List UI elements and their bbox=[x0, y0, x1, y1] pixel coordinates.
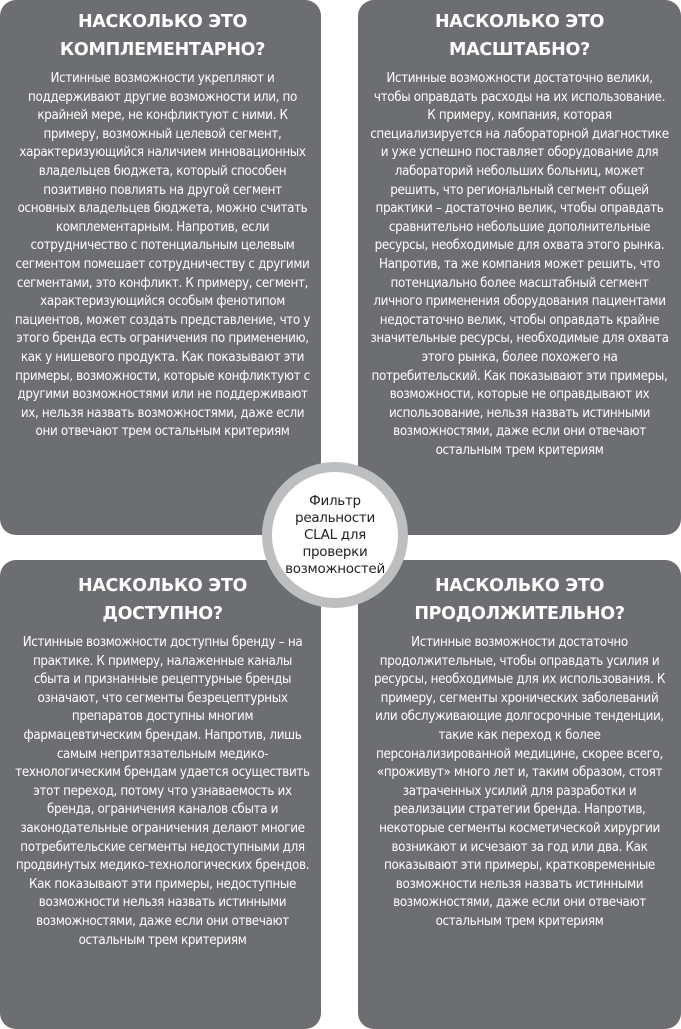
quadrant-title-complementary: НАСКОЛЬКО ЭТО КОМПЛЕМЕНТАРНО? bbox=[59, 12, 266, 60]
center-filter-label: Фильтр реальности CLAL для проверки возможностей bbox=[285, 492, 385, 577]
quadrant-accessible bbox=[0, 560, 321, 1029]
quadrant-text-scale: Истинные возможности достаточно велики, чтобы оправдать расходы на их использование. К примеру, компания, которая специализируется на лабораторной диагностике и уже успешно поставляет оборудование для лабораторий небольших больниц, может решить, что региональный сегмент общей практики – достаточно велик, чтобы оправдать сравнительно небольшие дополнительные ресурсы, необходимые для охвата этого рынка. Напротив, та же компания может решить, что потенциально более масштабный сегмент личного применения оборудования пациентами недостаточно велик, чтобы оправдать крайне значительные ресурсы, необходимые для охвата этого рынка, более похожего на потребительский. Как показывают эти примеры, возможности, которые не оправдывают их использование, нельзя назвать истинными возможностями, даже если они отвечают остальным трем критериям bbox=[370, 71, 669, 458]
quadrant-title-durable: НАСКОЛЬКО ЭТО ПРОДОЛЖИТЕЛЬНО? bbox=[414, 576, 625, 624]
quadrant-title-accessible: НАСКОЛЬКО ЭТО ДОСТУПНО? bbox=[77, 576, 248, 624]
center-filter-circle bbox=[262, 462, 408, 608]
quadrant-durable bbox=[358, 560, 681, 1029]
quadrant-complementary bbox=[0, 0, 321, 535]
quadrant-text-accessible: Истинные возможности доступны бренду – на практике. К примеру, налаженные каналы сбыта и признанные рецептурные бренды означают, что сегменты безрецептурных препаратов доступны многим фармацевтическим брендам. Напротив, лишь самым непритязательным медико-технологическим брендам удается осуществить этот переход, потому что узнаваемость их бренда, ограничения каналов сбыта и законодательные ограничения делают многие потребительские сегменты недоступными для продвинутых медико-технологических брендов. Как показывают эти примеры, недоступные возможности нельзя назвать истинными возможностями, даже если они отвечают остальным трем критериям bbox=[15, 635, 310, 948]
quadrant-text-durable: Истинные возможности достаточно продолжительные, чтобы оправдать усилия и ресурсы, необходимые для их использования. К примеру, сегменты хронических заболеваний или обслуживающие долгосрочные тенденции, такие как переход к более персонализированной медицине, скорее всего, «проживут» много лет и, таким образом, стоят затраченных усилий для разработки и реализации стратегии бренда. Напротив, некоторые сегменты косметической хирургии возникают и исчезают за год или два. Как показывают эти примеры, кратковременные возможности нельзя назвать истинными возможностями, даже если они отвечают остальным трем критериям bbox=[373, 635, 666, 929]
quadrant-title-scale: НАСКОЛЬКО ЭТО МАСШТАБНО? bbox=[434, 12, 605, 60]
quadrant-scale bbox=[358, 0, 681, 535]
quadrant-text-complementary: Истинные возможности укрепляют и поддерживают другие возможности или, по крайней мере, не конфликтуют с ними. К примеру, возможный целевой сегмент, характеризующийся наличием инновационных владельцев бюджета, который способен позитивно повлиять на другой сегмент основных владельцев бюджета, можно считать комплементарным. Напротив, если сотрудничество с потенциальным целевым сегментом помешает сотрудничеству с другими сегментами, это конфликт. К примеру, сегмент, характеризующийся особым фенотипом пациентов, может создать представление, что у этого бренда есть ограничения по применению, как у нишевого продукта. Как показывают эти примеры, возможности, которые конфликтуют с другими возможностями или не поддерживают их, нельзя назвать возможностями, даже если они отвечают трем остальным критериям bbox=[14, 71, 311, 440]
